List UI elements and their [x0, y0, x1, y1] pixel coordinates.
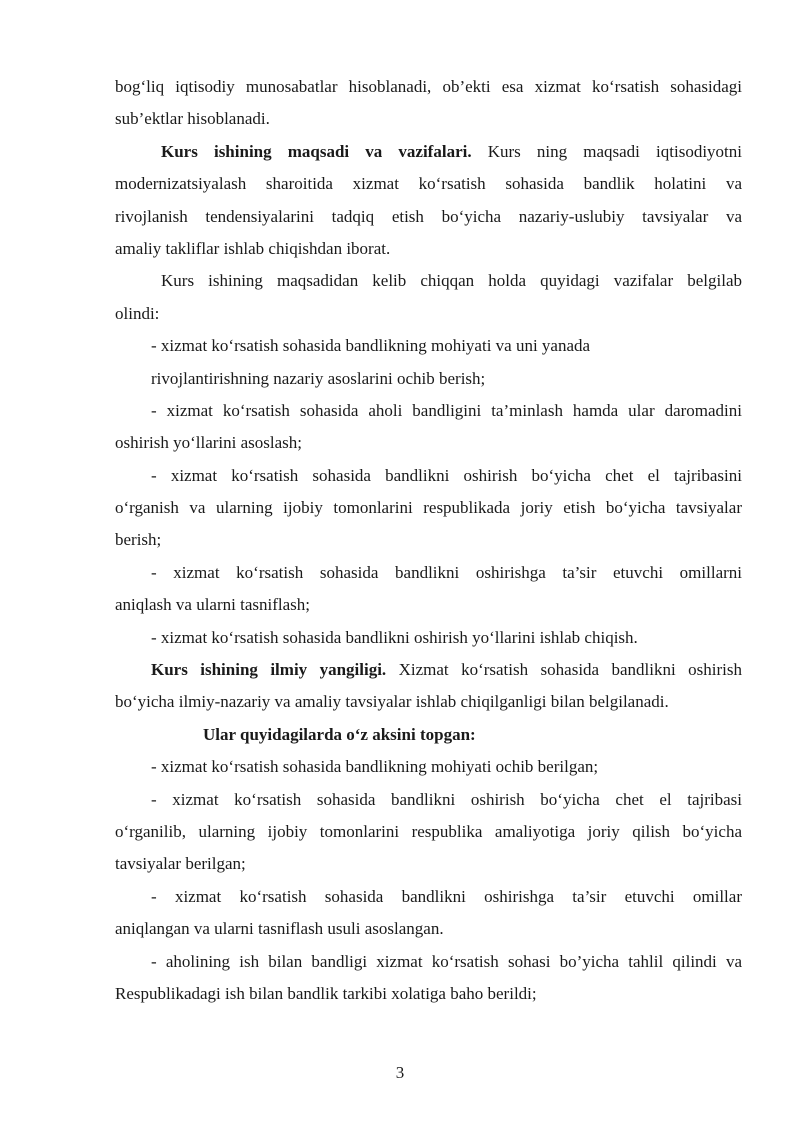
- document-page: [115, 71, 742, 1010]
- text-line: tavsiyalar berilgan;: [115, 854, 246, 874]
- list-item-line: - xizmat ko‘rsatish sohasida bandlikning mohiyati ochib berilgan;: [151, 757, 599, 777]
- text-line: o‘rganish va ularning ijobiy tomonlarini respublikada joriy etish bo‘yicha tavsiyalar: [115, 498, 742, 518]
- list-item-line: - xizmat ko‘rsatish sohasida bandlikni oshirishga ta’sir etuvchi omillar: [151, 886, 742, 906]
- list-item-line: - xizmat ko‘rsatish sohasida bandlikni oshirish bo‘yicha chet el tajribasini: [151, 465, 742, 485]
- text-line: bo‘yicha ilmiy-nazariy va amaliy tavsiyalar ishlab chiqilganligi bilan belgilanadi.: [115, 692, 669, 712]
- text-line: oshirish yo‘llarini asoslash;: [115, 433, 302, 453]
- section-heading-line: [115, 136, 742, 168]
- text-line: rivojlanish tendensiyalarini tadqiq etish bo‘yicha nazariy-uslubiy tavsiyalar va: [115, 206, 742, 226]
- section-heading: Kurs ishining maqsadi va vazifalari.: [161, 141, 472, 161]
- text-line: Respublikadagi ish bilan bandlik tarkibi xolatiga baho berildi;: [115, 983, 537, 1003]
- text-line: amaliy takliflar ishlab chiqishdan iborat.: [115, 238, 391, 258]
- text-line: olindi:: [115, 303, 160, 323]
- text-span: Xizmat ko‘rsatish sohasida bandlikni oshirish: [386, 660, 742, 680]
- list-item-line: - xizmat ko‘rsatish sohasida bandlikni oshirish yo‘llarini ishlab chiqish.: [151, 627, 638, 647]
- text-line: o‘rganilib, ularning ijobiy tomonlarini respublika amaliyotiga joriy qilish bo‘yicha: [115, 821, 742, 841]
- text-line: berish;: [115, 530, 162, 550]
- section-heading-line: [115, 654, 742, 686]
- list-item-line: - xizmat ko‘rsatish sohasida bandlikni oshirish bo‘yicha chet el tajribasi: [151, 789, 742, 809]
- list-item-line: rivojlantirishning nazariy asoslarini ochib berish;: [151, 368, 486, 388]
- section-heading: Kurs ishining ilmiy yangiligi.: [151, 660, 387, 680]
- list-item-line: - xizmat ko‘rsatish sohasida aholi bandligini ta’minlash hamda ular daromadini: [151, 400, 742, 420]
- subheading: Ular quyidagilarda o‘z aksini topgan:: [203, 724, 476, 744]
- text-line: aniqlangan va ularni tasniflash usuli asoslangan.: [115, 919, 444, 939]
- text-line: sub’ektlar hisoblanadi.: [115, 109, 270, 129]
- text-line: Kurs ishining maqsadidan kelib chiqqan holda quyidagi vazifalar belgilab: [161, 271, 742, 291]
- text-span: Kurs ning maqsadi iqtisodiyotni: [471, 141, 742, 161]
- list-item-line: - aholining ish bilan bandligi xizmat ko‘rsatish sohasi bo’yicha tahlil qilindi va: [151, 951, 742, 971]
- page-number: 3: [395, 1063, 405, 1082]
- text-line: modernizatsiyalash sharoitida xizmat ko‘rsatish sohasida bandlik holatini va: [115, 174, 742, 194]
- list-item-line: - xizmat ko‘rsatish sohasida bandlikning mohiyati va uni yanada: [151, 336, 591, 356]
- text-line: bog‘liq iqtisodiy munosabatlar hisoblanadi, ob’ekti esa xizmat ko‘rsatish sohasidagi: [115, 77, 742, 96]
- list-item-line: - xizmat ko‘rsatish sohasida bandlikni oshirishga ta’sir etuvchi omillarni: [151, 562, 742, 582]
- text-line: aniqlash va ularni tasniflash;: [115, 595, 310, 615]
